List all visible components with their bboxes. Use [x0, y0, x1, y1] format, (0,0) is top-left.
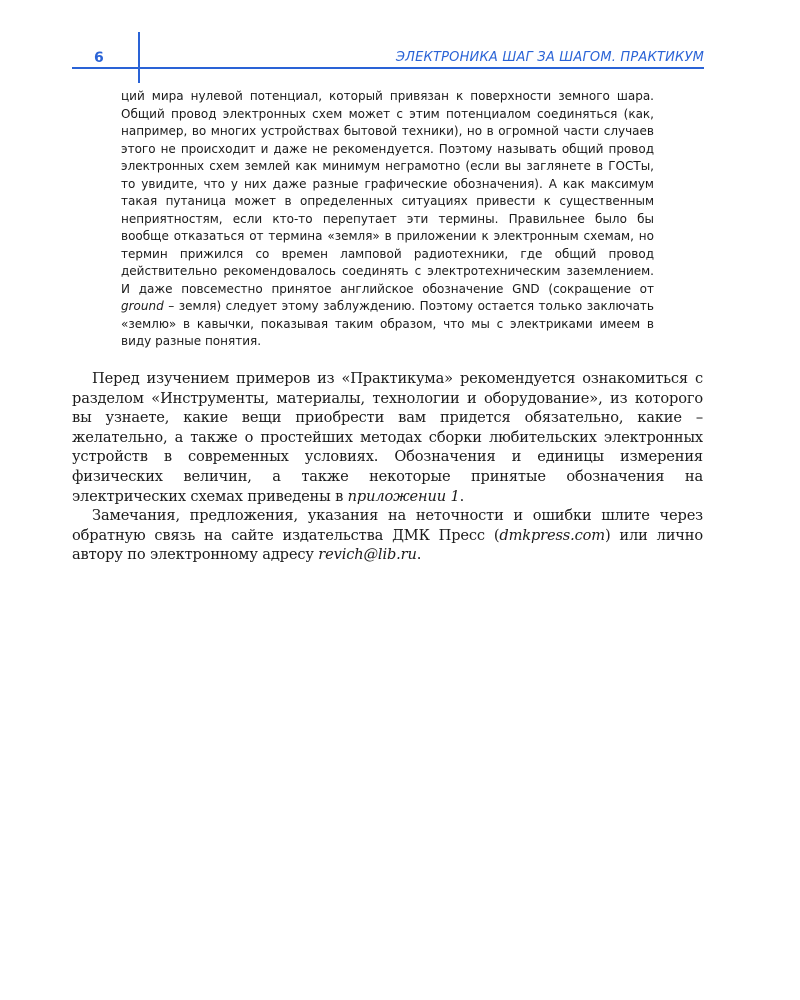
page-header	[0, 0, 800, 80]
paragraph-feedback-text: Замечания, предложения, указания на неточности и ошибки шлите через обратную связь на сайте издательства ДМК Пресс (	[72, 507, 703, 544]
header-divider	[138, 32, 140, 83]
footnote-block	[121, 88, 654, 351]
header-rule	[72, 67, 704, 69]
paragraph-feedback-mid: ) или лично автору по электронному адресу	[72, 526, 703, 564]
main-text	[72, 369, 703, 565]
note-italic-term: ground	[121, 299, 164, 313]
paragraph-feedback-end: .	[416, 546, 422, 564]
note-text-2: – земля) следует этому заблуждению. Поэтому остается только заключать «землю» в кавычки, показывая таким образом, что мы с электриками имеем в виду разные понятия.	[121, 299, 654, 348]
running-title: ЭЛЕКТРОНИКА ШАГ ЗА ШАГОМ. ПРАКТИКУМ	[395, 50, 704, 65]
note-text-1: ций мира нулевой потенциал, который привязан к поверхности земного шара. Общий провод электронных схем может с этим потенциалом соединяться (как, например, во многих устройствах бытовой техники), но в огромной части случаев этого не происходит и даже не рекомендуется. Поэтому называть общий провод электронных схем землей как минимум неграмотно (если вы заглянете в ГОСТы, то увидите, что у них даже разные графические обозначения). А как максимум такая путаница может в определенных ситуациях привести к существенным неприятностям, если кто-то перепутает эти термины. Правильнее было бы вообще отказаться от термина «земля» в приложении к электронным схемам, но термин прижился со времен ламповой радиотехники, где общий провод действительно рекомендовалось соединять с электротехническим заземлением. И даже повсеместно принятое английское обозначение GND (сокращение от	[121, 89, 654, 296]
paragraph-feedback	[72, 506, 703, 565]
paragraph-intro-end: .	[459, 487, 465, 505]
paragraph-intro-text: Перед изучением примеров из «Практикума» рекомендуется ознакомиться с разделом «Инструменты, материалы, технологии и оборудование», из которого вы узнаете, какие вещи приобрести вам придется обязательно, какие – желательно, а также о простейших методах сборки любительских электронных устройств в современных условиях. Обозначения и единицы измерения физических величин, а также некоторые принятые обозначения на электрических схемах приведены в	[72, 370, 703, 505]
publisher-site: dmkpress.com	[499, 526, 605, 544]
appendix-reference: приложении 1	[347, 487, 460, 505]
paragraph-intro	[72, 369, 703, 506]
page-number: 6	[94, 50, 104, 66]
author-email: revich@lib.ru	[318, 546, 417, 564]
